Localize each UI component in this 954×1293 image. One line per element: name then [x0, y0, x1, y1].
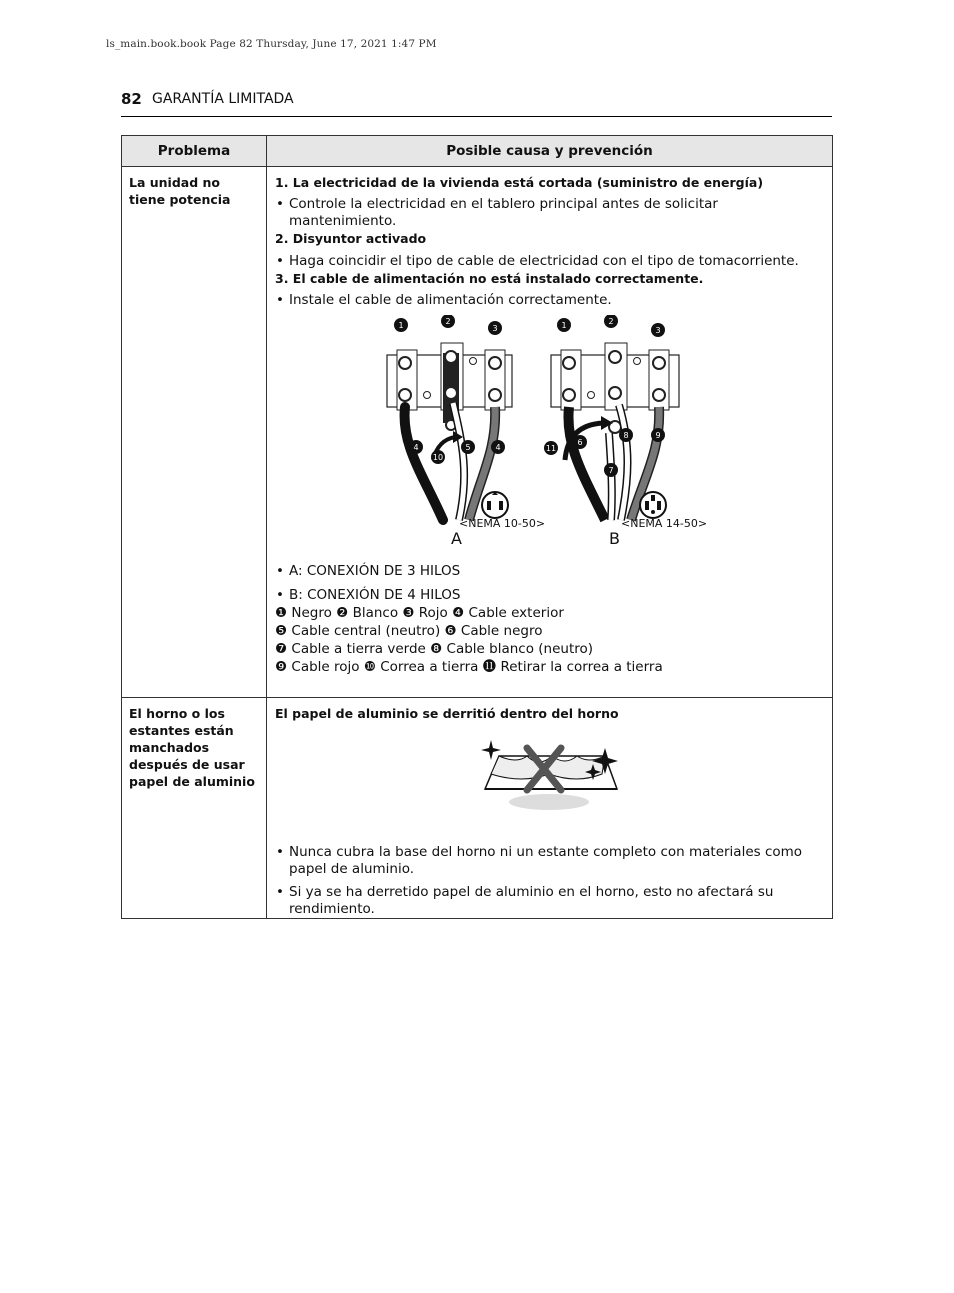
page-header: [121, 88, 832, 117]
cause-step-3-bullet: • Instale el cable de alimentación correctamente.: [275, 292, 824, 309]
cause-cell: [267, 167, 833, 698]
problem-cell: El horno o los estantes están manchados después de usar papel de aluminio: [122, 698, 267, 919]
svg-text:9: 9: [655, 431, 661, 440]
marker-6-b: [573, 435, 587, 449]
column-header-cause: Posible causa y prevención: [267, 136, 833, 167]
legend-line-1: ❶ Negro ❷ Blanco ❸ Rojo ❹ Cable exterior: [275, 605, 564, 621]
table-row: [122, 167, 833, 698]
svg-text:10: 10: [432, 453, 444, 462]
svg-text:3: 3: [655, 326, 661, 335]
nema-label-b: <NEMA 14-50>: [621, 517, 708, 530]
legend-line-2: ❺ Cable central (neutro) ❻ Cable negro: [275, 623, 543, 639]
troubleshooting-table: [121, 135, 833, 919]
marker-1-a: [394, 318, 408, 332]
legend-line-3: ❼ Cable a tierra verde ❽ Cable blanco (neutro): [275, 641, 594, 657]
svg-text:2: 2: [445, 317, 451, 326]
foil-warning-illustration: [477, 734, 627, 824]
svg-text:3: 3: [492, 324, 498, 333]
marker-2-b: [604, 315, 618, 328]
shadow: [509, 794, 589, 810]
marker-9-b: [651, 428, 665, 442]
svg-text:5: 5: [465, 443, 471, 452]
diagram-label-a: A: [451, 529, 462, 548]
marker-3-b: [651, 323, 665, 337]
svg-text:11: 11: [545, 444, 557, 453]
section-title: GARANTÍA LIMITADA: [152, 91, 294, 107]
table-row: [122, 698, 833, 919]
legend-line-4: ❾ Cable rojo ❿ Correa a tierra ⓫ Retirar la correa a tierra: [275, 659, 663, 675]
svg-text:4: 4: [413, 443, 419, 452]
diagram-label-b: B: [609, 529, 620, 548]
marker-8-b: [619, 428, 633, 442]
table-header-row: [122, 136, 833, 167]
marker-3-a: [488, 321, 502, 335]
cause-title: El papel de aluminio se derritió dentro del horno: [275, 706, 619, 721]
cause-cell: [267, 698, 833, 919]
svg-text:2: 2: [608, 317, 614, 326]
cause-step-2: 2. Disyuntor activado: [275, 231, 427, 246]
outlet-icon-b: [640, 492, 666, 518]
svg-text:7: 7: [608, 466, 614, 475]
connection-b-bullet: • B: CONEXIÓN DE 4 HILOS: [275, 587, 824, 604]
svg-text:6: 6: [577, 438, 583, 447]
marker-5-a: [461, 440, 475, 454]
marker-4-a-right: [491, 440, 505, 454]
connection-a-bullet: • A: CONEXIÓN DE 3 HILOS: [275, 563, 824, 580]
cause-step-1-bullet: • Controle la electricidad en el tablero principal antes de solicitar mantenimiento.: [275, 196, 824, 230]
nema-label-a: <NEMA 10-50>: [459, 517, 546, 530]
svg-text:1: 1: [398, 321, 404, 330]
marker-10-a: [431, 450, 445, 464]
svg-text:8: 8: [623, 431, 629, 440]
outlet-icon-a: [482, 492, 508, 518]
marker-11-b: [544, 441, 558, 455]
foil-bullet-1: • Nunca cubra la base del horno ni un estante completo con materiales como papel de aluminio.: [275, 844, 824, 878]
foil-bullet-2: • Si ya se ha derretido papel de aluminio en el horno, esto no afectará su rendimiento.: [275, 884, 824, 918]
marker-7-b: [604, 463, 618, 477]
cause-step-2-bullet: • Haga coincidir el tipo de cable de electricidad con el tipo de tomacorriente.: [275, 253, 824, 270]
marker-2-a: [441, 315, 455, 328]
page-number: 82: [121, 90, 142, 108]
problem-cell: La unidad no tiene potencia: [122, 167, 267, 698]
svg-text:1: 1: [561, 321, 567, 330]
marker-1-b: [557, 318, 571, 332]
column-header-problem: Problema: [122, 136, 267, 167]
cause-step-3: 3. El cable de alimentación no está instalado correctamente.: [275, 271, 704, 286]
wiring-diagram: [383, 315, 823, 555]
marker-4-a-left: [409, 440, 423, 454]
print-metadata-line: ls_main.book.book Page 82 Thursday, June 17, 2021 1:47 PM: [106, 38, 437, 50]
svg-text:4: 4: [495, 443, 501, 452]
cause-step-1: 1. La electricidad de la vivienda está cortada (suministro de energía): [275, 175, 764, 190]
